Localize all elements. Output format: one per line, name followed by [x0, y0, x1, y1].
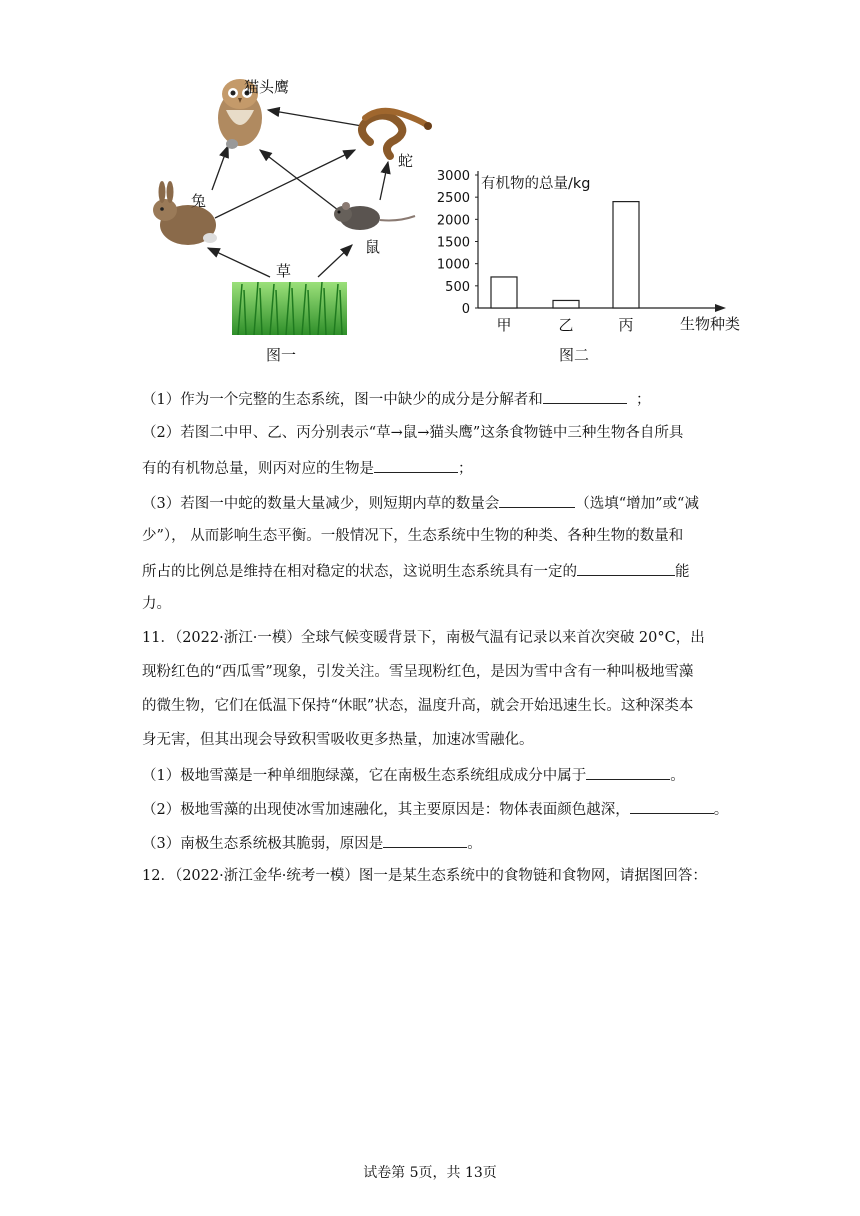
page-footer: 试卷第 5页，共 13页	[363, 1165, 497, 1181]
q10-part3-line2: 少”）， 从而影响生态平衡。一般情况下，生态系统中生物的种类、各种生物的数量和	[142, 528, 684, 544]
answer-blank[interactable]	[586, 764, 670, 780]
q11-part1	[142, 764, 685, 786]
x-axis-label: 生物种类	[679, 315, 741, 333]
label-owl: 猫头鹰	[244, 78, 290, 96]
answer-blank[interactable]	[499, 492, 575, 508]
q10-part2-line1: （2）若图二中甲、乙、丙分别表示“草→鼠→猫头鹰”这条食物链中三种生物各自所具	[142, 425, 684, 441]
q11-stem-line1: 11．（2022·浙江·一模）全球气候变暖背景下，南极气温有记录以来首次突破 20°C，出	[142, 630, 705, 646]
y-tick-label: 2500	[436, 191, 470, 207]
q10-part3-text: （3）若图一中蛇的数量大量减少，则短期内草的数量会	[142, 496, 500, 512]
q10-part1	[142, 388, 650, 410]
q11-part1-end: 。	[670, 768, 685, 784]
answer-blank[interactable]	[383, 832, 467, 848]
y-axis-label: 有机物的总量/kg	[481, 176, 591, 192]
answer-blank[interactable]	[577, 560, 675, 576]
category-label: 乙	[558, 316, 574, 334]
y-tick-label: 500	[445, 279, 470, 295]
q10-part3-line3	[142, 560, 690, 582]
q11-part2-end: 。	[713, 802, 729, 818]
y-tick-label: 2000	[436, 213, 470, 229]
arrow-mouse-snake	[380, 162, 388, 200]
q11-part3-text: （3）南极生态系统极其脆弱，原因是	[142, 836, 384, 852]
answer-blank[interactable]	[630, 798, 714, 814]
arrow-mouse-owl	[260, 150, 338, 210]
q11-part1-text: （1）极地雪藻是一种单细胞绿藻，它在南极生态系统组成成分中属于	[142, 768, 587, 784]
label-grass: 草	[276, 262, 292, 280]
category-label: 甲	[496, 316, 512, 334]
bar	[491, 277, 517, 308]
y-tick-label: 3000	[436, 169, 470, 184]
arrow-rabbit-snake	[215, 150, 355, 218]
q11-stem-line2: 现粉红色的“西瓜雪”现象，引发关注。雪呈现粉红色，是因为雪中含有一种叫极地雪藻	[142, 664, 694, 680]
grass-image	[232, 282, 347, 335]
q11-part2	[142, 798, 728, 820]
label-mouse: 鼠	[365, 238, 381, 256]
x-axis-arrow	[715, 304, 726, 312]
q12-stem-line1: 12．（2022·浙江金华·统考一模）图一是某生态系统中的食物链和食物网，请据图回答：	[142, 868, 707, 884]
figure1-caption: 图一	[266, 346, 297, 364]
y-tick-label: 1500	[436, 235, 470, 251]
q10-part3-end: 能	[675, 564, 690, 580]
food-web-figure	[140, 70, 440, 340]
arrow-snake-owl	[268, 110, 362, 126]
snake-icon	[362, 111, 432, 156]
mouse-icon	[334, 202, 415, 230]
category-label: 丙	[618, 316, 634, 334]
q10-part1-end: ；	[635, 392, 651, 408]
q11-stem-line4: 身无害，但其出现会导致积雪吸收更多热量，加速冰雪融化。	[142, 732, 534, 748]
figure2-caption: 图二	[559, 346, 590, 364]
label-rabbit: 兔	[191, 192, 207, 210]
arrow-rabbit-owl	[212, 146, 228, 190]
q10-part3-option: （选填“增加”或“减	[575, 496, 699, 512]
q10-part3-line4: 力。	[142, 596, 171, 612]
bar	[613, 202, 639, 308]
bar	[553, 300, 579, 308]
q10-part2-text: 有的有机物总量，则丙对应的生物是	[142, 461, 374, 477]
y-tick-label: 1000	[436, 257, 470, 273]
q11-part3	[142, 832, 482, 854]
arrow-grass-rabbit	[208, 248, 270, 277]
q11-part3-end: 。	[467, 836, 482, 852]
q10-part2-line2	[142, 457, 473, 479]
q10-part2-end: ；	[458, 461, 473, 477]
q10-part3-text3: 所占的比例总是维持在相对稳定的状态，这说明生态系统具有一定的	[142, 564, 577, 580]
q11-part2-text: （2）极地雪藻的出现使冰雪加速融化，其主要原因是：物体表面颜色越深，	[142, 802, 630, 818]
organic-matter-bar-chart	[430, 168, 741, 338]
arrow-grass-mouse	[318, 245, 352, 277]
q10-part1-text: （1）作为一个完整的生态系统，图一中缺少的成分是分解者和	[142, 392, 543, 408]
answer-blank[interactable]	[374, 457, 458, 473]
answer-blank[interactable]	[543, 388, 627, 404]
rabbit-icon	[153, 181, 217, 245]
q11-stem-line3: 的微生物，它们在低温下保持“休眠”状态，温度升高，就会开始迅速生长。这种深类本	[142, 698, 694, 714]
q10-part3-line1	[142, 492, 699, 514]
y-tick-label: 0	[461, 302, 470, 317]
label-snake: 蛇	[398, 152, 414, 170]
